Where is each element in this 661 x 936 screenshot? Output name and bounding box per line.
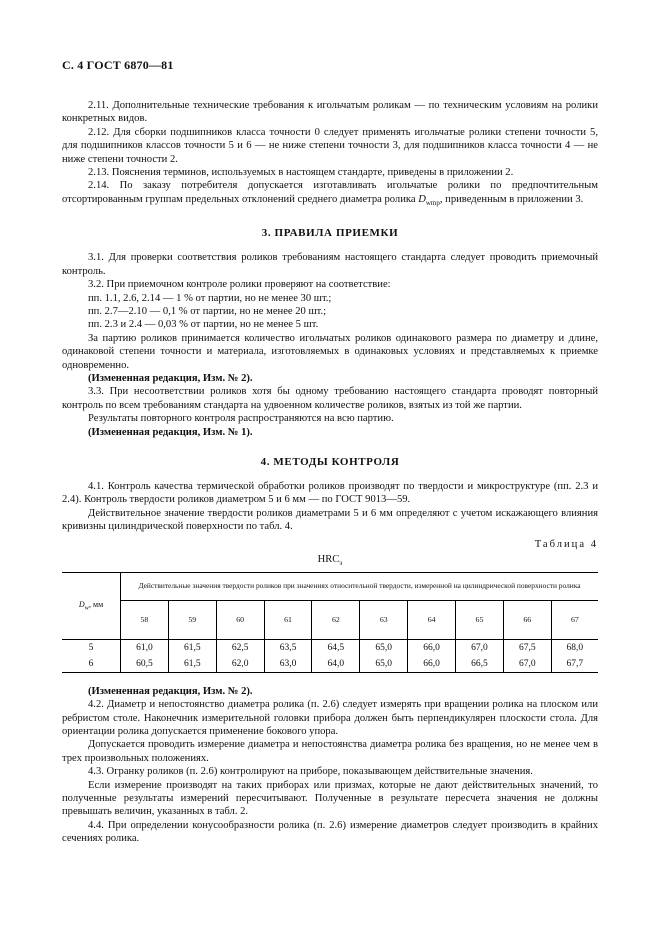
- column-header: 60: [216, 600, 264, 639]
- column-header: 58: [121, 600, 169, 639]
- table-cell: 61,0: [121, 639, 169, 656]
- paragraph-allowed: Допускается проводить измерение диаметра и непостоянства диаметра ролика без вращения, но не менее чем в трех произвольных положениях.: [62, 739, 598, 764]
- table-cell: 62,0: [216, 656, 264, 673]
- list-item: пп. 1.1, 2.6, 2.14 — 1 % от партии, но не менее 30 шт.;: [88, 292, 332, 304]
- table-row: [62, 656, 598, 673]
- hardness-table: [62, 572, 598, 673]
- paragraph-2-14-text: 2.14. По заказу потребителя допускается изготавливать игольчатые ролики по предпочтительным отсортированным группам предельных отклонений среднего диаметра ролика: [62, 180, 598, 205]
- section-3-title: 3. ПРАВИЛА ПРИЕМКИ: [261, 227, 399, 240]
- table-cell: 65,0: [360, 639, 408, 656]
- table-cell: 61,5: [168, 656, 216, 673]
- column-header: 61: [264, 600, 312, 639]
- table-cell: 66,0: [408, 656, 456, 673]
- dw-header: $D_w$, мм: [62, 572, 121, 639]
- paragraph-2-14: [62, 179, 598, 210]
- table-label: Таблица 4: [534, 538, 598, 550]
- table-cell: 62,5: [216, 639, 264, 656]
- table-cell: 61,5: [168, 639, 216, 656]
- table-cell: 67,5: [503, 639, 551, 656]
- paragraph-4-2: 4.2. Диаметр и непостоянство диаметра ролика (п. 2.6) следует измерять при вращении ролика на плоском или ребристом столе. Наконечник измерительной головки прибора должен быть перпендикулярен плоскости стола. Для ориентации ролика допускается применение бокового упора.: [62, 699, 598, 737]
- dwmp-symbol: D: [418, 193, 426, 205]
- column-header: 62: [312, 600, 360, 639]
- paragraph-2-11: 2.11. Дополнительные технические требования к игольчатым роликам — по техническим условиям на ролики конкретных видов.: [62, 100, 598, 125]
- table-cell: 63,0: [264, 656, 312, 673]
- header-row: [62, 600, 598, 639]
- table-cell: 60,5: [121, 656, 169, 673]
- table-cell: 68,0: [551, 639, 598, 656]
- column-header: 65: [456, 600, 504, 639]
- column-header: 63: [360, 600, 408, 639]
- column-header: 64: [408, 600, 456, 639]
- paragraph-4-3: 4.3. Огранку роликов (п. 2.6) контролируют на приборе, показывающем действительные значения.: [88, 766, 533, 778]
- table-cell: 66,0: [408, 639, 456, 656]
- document-page: [62, 58, 598, 846]
- paragraph-3-3: 3.3. При несоответствии роликов хотя бы одному требованию настоящего стандарта проводят повторный контроль по всем требованиям стандарта на удвоенном количестве роликов, взятых из той же партии.: [62, 386, 598, 411]
- dw-cell: 6: [88, 658, 94, 669]
- table-cell: 64,5: [312, 639, 360, 656]
- table-cell: 67,0: [456, 639, 504, 656]
- paragraph-4-4: 4.4. При определении конусообразности ролика (п. 2.6) измерение диаметров следует производить в крайних сечениях ролика.: [62, 819, 598, 845]
- column-header: 59: [168, 600, 216, 639]
- revision-note: (Измененная редакция, Изм. № 2).: [88, 373, 253, 385]
- dw-cell: 5: [88, 642, 94, 653]
- table-row: [62, 639, 598, 656]
- paragraph-2-14-tail: , приведенным в приложении 3.: [439, 193, 584, 205]
- list-item: пп. 2.7—2.10 — 0,1 % от партии, но не менее 20 шт.;: [88, 305, 327, 317]
- table-unit: $HRC_э$: [317, 553, 343, 567]
- paragraph-3-2: 3.2. При приемочном контроле ролики проверяют на соответствие:: [88, 279, 391, 291]
- dwmp-subscript: wmp: [425, 198, 440, 207]
- section-4-title: 4. МЕТОДЫ КОНТРОЛЯ: [260, 456, 400, 469]
- paragraph-3-1: 3.1. Для проверки соответствия роликов требованиям настоящего стандарта следует проводить приемочный контроль.: [62, 252, 598, 277]
- table-cell: 63,5: [264, 639, 312, 656]
- table-cell: 67,0: [503, 656, 551, 673]
- paragraph-2-12: 2.12. Для сборки подшипников класса точности 0 следует применять игольчатые ролики степени точности 5, для подшипников классов точности 5 и 6 — не ниже степени точности 3, для подшипников класса точности 4 — не ниже степени точности 2.: [62, 126, 598, 165]
- table-cell: 66,5: [456, 656, 504, 673]
- paragraph-effective-hardness: Действительное значение твердости роликов диаметрами 5 и 6 мм определяют с учетом искажающего влияния кривизны цилиндрической поверхности по табл. 4.: [62, 507, 598, 533]
- column-header: 67: [551, 600, 598, 639]
- paragraph-4-1: 4.1. Контроль качества термической обработки роликов производят по твердости и микроструктуре (пп. 2.3 и 2.4). Контроль твердости роликов диаметром 5 и 6 мм — по ГОСТ 9013—59.: [62, 481, 598, 506]
- revision-note: (Измененная редакция, Изм. № 1).: [88, 426, 253, 438]
- paragraph-recalc: Если измерение производят на таких приборах или призмах, которые не дают действительных значений, то полученные результаты измерений пересчитывают. Полученные в результате пересчета значения не должны превышать величин, указанных в табл. 2.: [62, 779, 598, 818]
- table-cell: 67,7: [551, 656, 598, 673]
- page-header: С. 4 ГОСТ 6870—81: [62, 58, 174, 72]
- paragraph-repeat: Результаты повторного контроля распространяются на всю партию.: [88, 413, 394, 425]
- hardness-header: Действительные значения твердости роликов при значениях относительной твердости, измеренной на цилиндрической поверхности ролика: [121, 572, 599, 600]
- table-cell: 64,0: [312, 656, 360, 673]
- revision-note: (Измененная редакция, Изм. № 2).: [88, 685, 253, 697]
- column-header: 66: [503, 600, 551, 639]
- table-cell: 65,0: [360, 656, 408, 673]
- paragraph-batch: За партию роликов принимается количество игольчатых роликов одинакового размера по диаметру и длине, одинаковой степени точности и материала, изготовляемых в одинаковых условиях и представляемых к приемке одновременно.: [62, 332, 598, 371]
- paragraph-2-13: 2.13. Пояснения терминов, используемых в настоящем стандарте, приведены в приложении 2.: [88, 167, 514, 179]
- list-item: пп. 2.3 и 2.4 — 0,03 % от партии, но не менее 5 шт.: [88, 319, 319, 331]
